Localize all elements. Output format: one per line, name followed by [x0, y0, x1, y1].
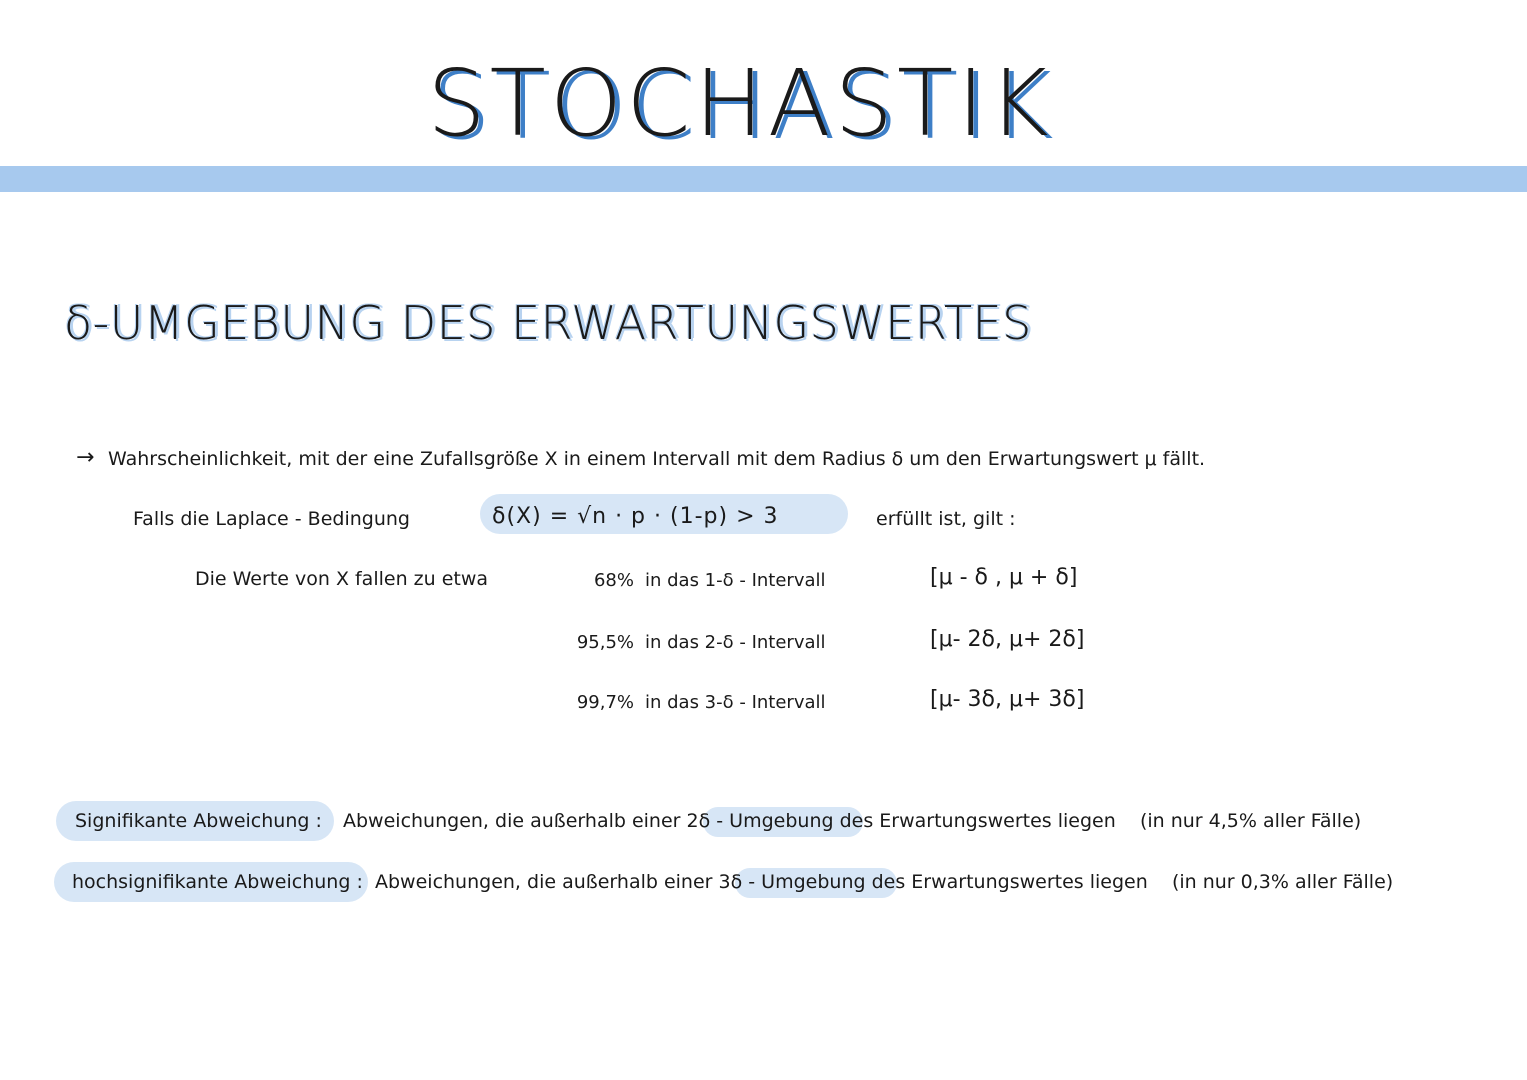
sigma-row-3-text: in das 3-δ - Intervall	[645, 692, 826, 713]
highly-significant-def-before: Abweichungen, die außerhalb einer	[375, 871, 713, 893]
title-underline-bar	[0, 166, 1527, 192]
highly-significant-def-highlight: 3δ - Umgebung	[718, 871, 866, 893]
sigma-row-1-percent: 68%	[593, 570, 634, 591]
significant-def-highlight: 2δ - Umgebung	[686, 810, 834, 832]
sigma-row-3-percent: 99,7%	[576, 692, 634, 713]
highly-significant-note: (in nur 0,3% aller Fälle)	[1171, 871, 1394, 893]
sigma-row-1-text: in das 1-δ - Intervall	[645, 570, 826, 591]
intro-definition: Wahrscheinlichkeit, mit der eine Zufallsgröße X in einem Intervall mit dem Radius δ um den Erwartungswert μ fällt.	[108, 448, 1206, 470]
sigma-row-3-interval: [μ- 3δ, μ+ 3δ]	[930, 687, 1085, 712]
significant-label: Signifikante Abweichung :	[75, 810, 322, 832]
laplace-condition-tail: erfüllt ist, gilt :	[876, 508, 1016, 530]
laplace-condition-label: Falls die Laplace - Bedingung	[133, 508, 410, 530]
highly-significant-label: hochsignifikante Abweichung :	[72, 871, 363, 893]
section-heading: δ-UMGEBUNG DES ERWARTUNGSWERTES	[64, 296, 1032, 350]
highly-significant-def-after: des Erwartungswertes liegen	[871, 871, 1148, 893]
highly-significant-definition	[375, 871, 1393, 893]
page-title: STOCHASTIK	[427, 50, 1053, 157]
sigma-row-2-percent: 95,5%	[576, 632, 634, 653]
sigma-row-2-interval: [μ- 2δ, μ+ 2δ]	[930, 627, 1085, 652]
values-intro-label: Die Werte von X fallen zu etwa	[195, 568, 489, 590]
sigma-row-2-text: in das 2-δ - Intervall	[645, 632, 826, 653]
arrow-right-icon: →	[76, 445, 95, 470]
significant-definition	[343, 810, 1361, 832]
significant-def-before: Abweichungen, die außerhalb einer	[343, 810, 681, 832]
sigma-row-1-interval: [μ - δ , μ + δ]	[930, 565, 1078, 590]
significant-note: (in nur 4,5% aller Fälle)	[1139, 810, 1362, 832]
significant-def-after: des Erwartungswertes liegen	[839, 810, 1116, 832]
laplace-formula: δ(X) = √n · p · (1-p) > 3	[492, 504, 779, 529]
